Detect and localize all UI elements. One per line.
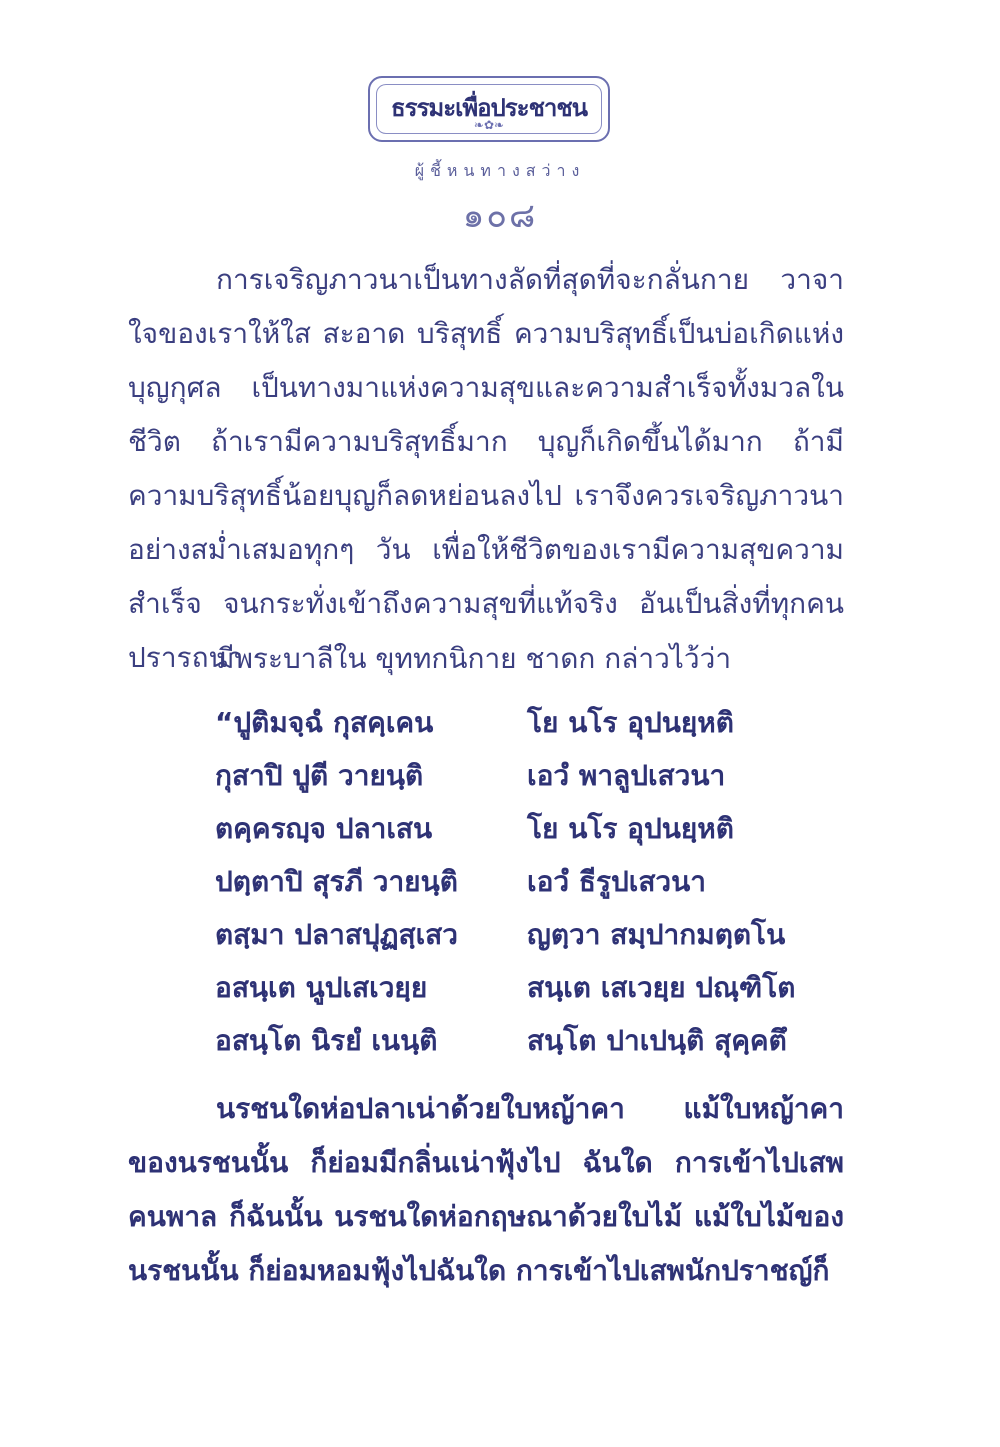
logo-ornament-icon: ❧✿❧ — [473, 118, 505, 132]
paragraph-2: นรชนใดห่อปลาเน่าด้วยใบหญ้าคา แม้ใบหญ้าคาของนรชนนั้น ก็ย่อมมีกลิ่นเน่าฟุ้งไป ฉันใด การเข้าไปเสพคนพาล ก็ฉันนั้น นรชนใดห่อกฤษณาด้วยใบไม้ แม้ใบไม้ของนรชนนั้น ก็ย่อมหอมฟุ้งไปฉันใด การเข้าไปเสพนักปราชญ์ก็ — [128, 1092, 844, 1287]
verse-right: สนฺโต ปาเปนฺติ สุคฺคตึ — [527, 1024, 787, 1057]
verse-row — [0, 1019, 1000, 1071]
verse-right: เอวํ ธีรูปเสวนา — [527, 865, 707, 898]
verse-right: ญตฺวา สมฺปากมตฺตโน — [527, 918, 786, 951]
publication-logo — [368, 76, 610, 142]
verse-row — [0, 701, 1000, 753]
verse-intro: มีพระบาลีใน ขุททกนิกาย ชาดก กล่าวไว้ว่า — [216, 642, 732, 675]
verse-row — [0, 966, 1000, 1018]
verse-right: โย นโร อุปนยฺหติ — [527, 706, 734, 739]
verse-row — [0, 754, 1000, 806]
verse-row — [0, 807, 1000, 859]
verse-left: ปตฺตาปิ สุรภี วายนฺติ — [215, 865, 458, 898]
page-subtitle: ผู้ชี้หนทางสว่าง — [414, 161, 586, 180]
verse-row — [0, 913, 1000, 965]
verse-left: ตสฺมา ปลาสปุฏสฺเสว — [215, 918, 458, 951]
verse-right: เอวํ พาลูปเสวนา — [527, 759, 726, 792]
verse-left: อสนฺโต นิรยํ เนนฺติ — [215, 1024, 438, 1057]
verse-left: กุสาปิ ปูตี วายนฺติ — [215, 759, 424, 792]
verse-row — [0, 860, 1000, 912]
verse-left: “ปูติมจฺฉํ กุสคฺเคน — [215, 706, 434, 739]
paragraph-1: การเจริญภาวนาเป็นทางลัดที่สุดที่จะกลั่นกาย วาจา ใจของเราให้ใส สะอาด บริสุทธิ์ ความบริสุทธิ์เป็นบ่อเกิดแห่งบุญกุศล เป็นทางมาแห่งความสุขและความสำเร็จทั้งมวลในชีวิต ถ้าเรามีความบริสุทธิ์มาก บุญก็เกิดขึ้นได้มาก ถ้ามีความบริสุทธิ์น้อยบุญก็ลดหย่อนลงไป เราจึงควรเจริญภาวนาอย่างสม่ำเสมอทุกๆ วัน เพื่อให้ชีวิตของเรามีความสุขความสำเร็จ จนกระทั่งเข้าถึงความสุขที่แท้จริง อันเป็นสิ่งที่ทุกคนปรารถนา — [128, 263, 844, 674]
verse-right: โย นโร อุปนยฺหติ — [527, 812, 734, 845]
logo-text: ธรรมะเพื่อประชาชน — [390, 93, 588, 122]
page-number: ๑๐๘ — [462, 196, 538, 236]
verse-left: ตคฺครญฺจ ปลาเสน — [215, 812, 433, 845]
verse-right: สนฺเต เสเวยฺย ปณฺฑิโต — [527, 971, 796, 1004]
verse-left: อสนฺเต นูปเสเวยฺย — [215, 971, 428, 1004]
